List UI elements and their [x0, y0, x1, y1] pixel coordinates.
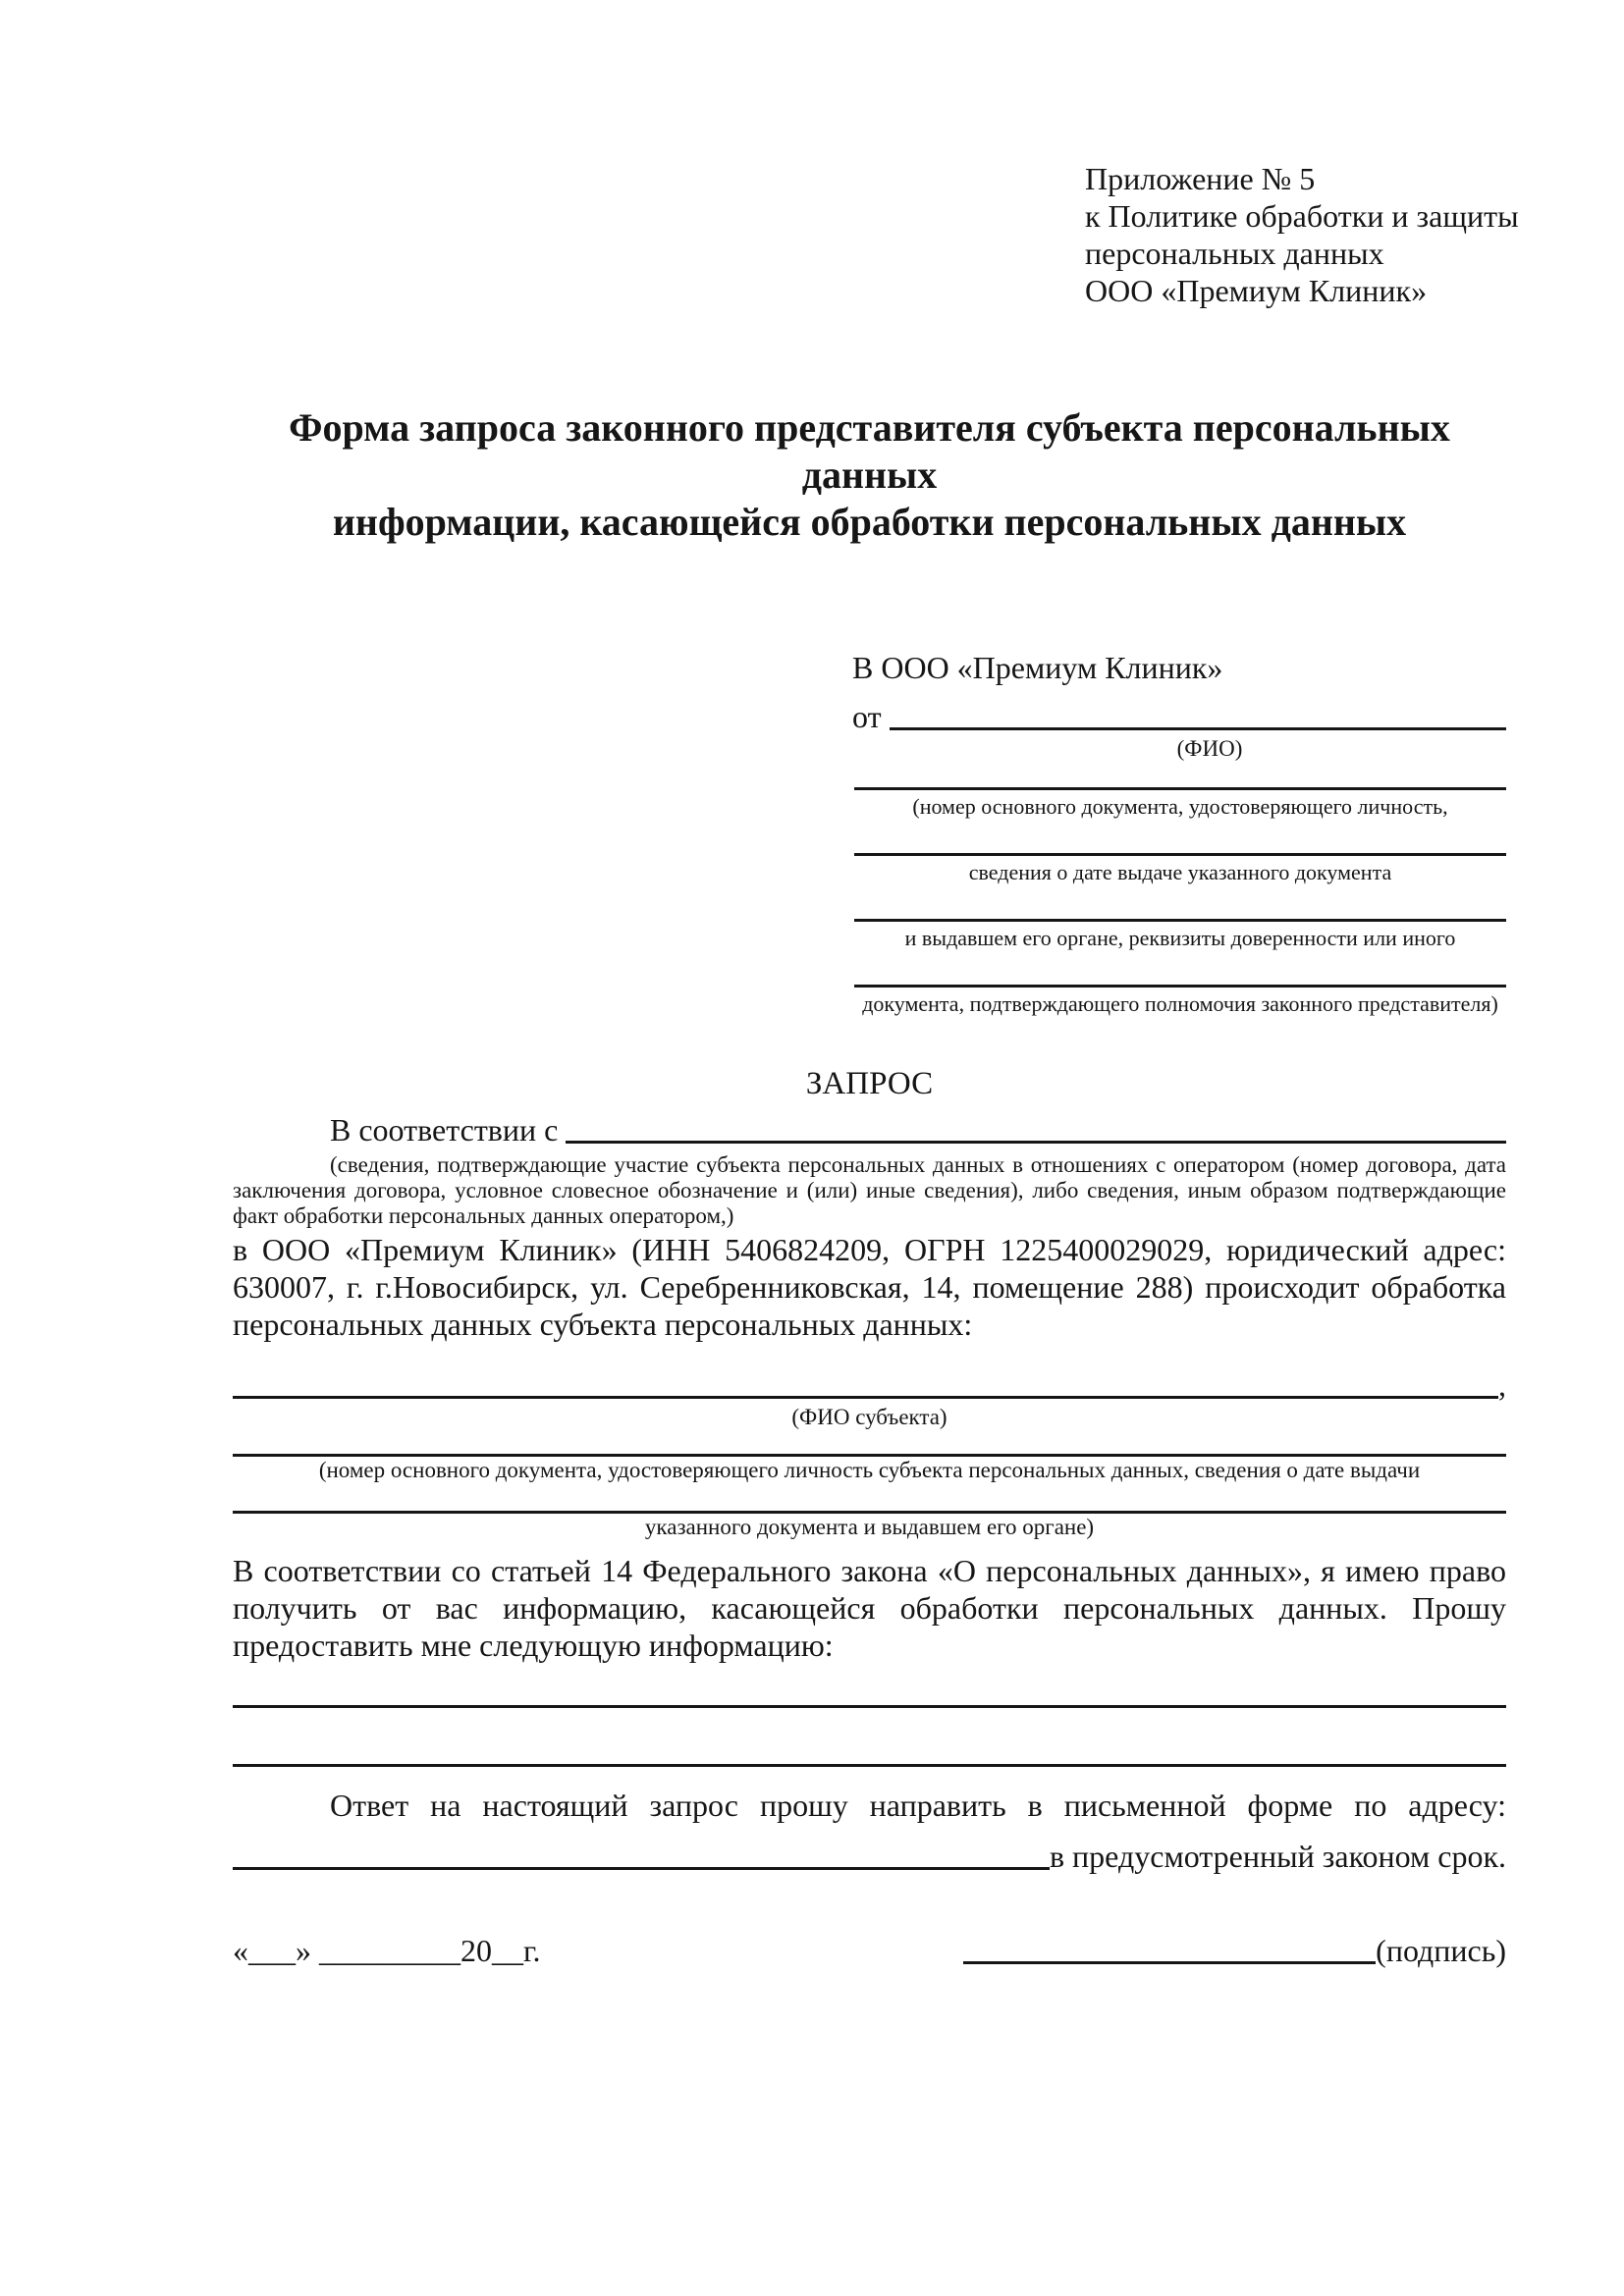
field-caption: сведения о дате выдаче указанного документа — [968, 860, 1392, 884]
field-block — [854, 919, 1506, 951]
opening-blank-line — [566, 1141, 1506, 1144]
signature-group — [963, 1932, 1506, 1969]
document-title-line: Форма запроса законного представителя субъекта персональных данных — [289, 405, 1450, 497]
addressee-block — [852, 649, 1506, 762]
comma: , — [1498, 1367, 1506, 1403]
subject-doc-caption: (номер основного документа, удостоверяющего личность субъекта персональных данных, сведения о дате выдачи — [318, 1458, 1421, 1482]
info-blank-line — [233, 1764, 1506, 1767]
appendix-header-line: персональных данных — [1085, 236, 1384, 271]
from-label: от — [852, 699, 882, 734]
appendix-header-line: Приложение № 5 — [1085, 161, 1316, 196]
address-row — [233, 1838, 1506, 1875]
opening-prefix: В соответствии с — [330, 1112, 559, 1148]
from-blank-line — [890, 727, 1506, 730]
document-title-line: информации, касающейся обработки персональных данных — [332, 500, 1407, 544]
reply-paragraph: Ответ на настоящий запрос прошу направить в письменной форме по адресу: — [330, 1788, 1506, 1823]
representative-fields — [854, 787, 1506, 1017]
address-blank-line — [233, 1867, 1050, 1870]
field-caption: документа, подтверждающего полномочия законного представителя) — [862, 991, 1498, 1016]
subject-doc-caption: указанного документа и выдавшем его органе) — [644, 1515, 1095, 1539]
field-caption: и выдавшем его органе, реквизиты доверенности или иного — [904, 926, 1456, 950]
footer-row — [233, 1932, 1506, 1969]
field-block — [854, 985, 1506, 1017]
field-block — [854, 853, 1506, 885]
opening-caption: (сведения, подтверждающие участие субъекта персональных данных в отношениях с оператором (номер договора, дата заключения договора, условное словесное обозначение и (или) иные сведения), либо сведения, иным образом подтверждающие факт обработки персональных данных оператором,) — [233, 1152, 1506, 1228]
info-blank-line — [233, 1705, 1506, 1708]
signature-caption: (подпись) — [1376, 1933, 1506, 1968]
appendix-header-line: к Политике обработки и защиты — [1085, 198, 1519, 234]
subject-fio-row — [233, 1366, 1506, 1404]
field-block — [854, 787, 1506, 820]
opening-row — [233, 1111, 1506, 1148]
law-paragraph: В соответствии со статьей 14 Федерального закона «О персональных данных», я имею право получить от вас информацию, касающейся обработки персональных данных. Прошу предоставить мне следующую информацию: — [233, 1553, 1506, 1663]
date-field: «___» _________20__г. — [233, 1933, 541, 1968]
field-caption: (номер основного документа, удостоверяющего личность, — [912, 794, 1448, 819]
fio-caption: (ФИО) — [1176, 736, 1243, 761]
operator-paragraph: в ООО «Премиум Клиник» (ИНН 5406824209, ОГРН 1225400029029, юридический адрес: 630007, г. г.Новосибирск, ул. Серебренниковская, 14, помещение 288) происходит обработка персональных данных субъекта персональных данных: — [233, 1232, 1506, 1342]
subject-fio-caption: (ФИО субъекта) — [791, 1405, 947, 1429]
reply-tail: в предусмотренный законом срок. — [1049, 1839, 1506, 1874]
subject-fio-blank-line — [233, 1396, 1498, 1399]
appendix-header — [1085, 160, 1519, 309]
appendix-header-line: ООО «Премиум Клиник» — [1085, 273, 1428, 308]
signature-blank-line — [963, 1961, 1376, 1964]
addressee-org: В ООО «Премиум Клиник» — [852, 650, 1223, 685]
document-title — [233, 404, 1506, 546]
request-heading: ЗАПРОС — [805, 1066, 934, 1101]
from-row — [852, 698, 1506, 735]
